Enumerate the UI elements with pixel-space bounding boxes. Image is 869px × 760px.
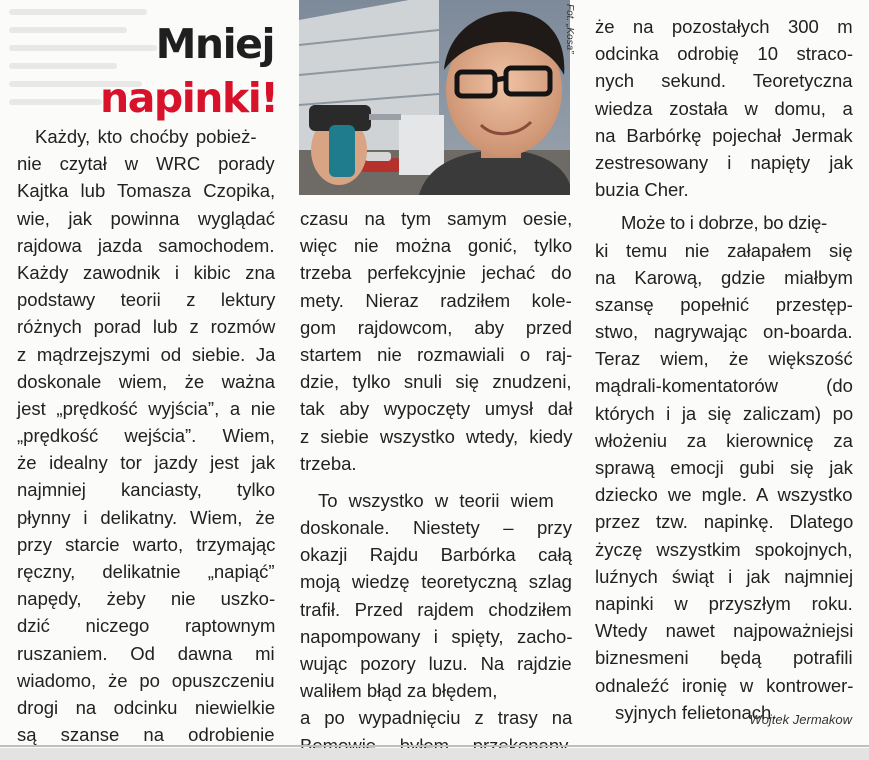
- photo-credit: Fot. „Kosa”: [564, 4, 575, 54]
- text-line: przy starcie warto, trzymając: [17, 533, 276, 555]
- text-line: syjnych felietonach.: [615, 701, 777, 723]
- author-portrait-illustration: [299, 0, 570, 195]
- headline-line-1: Mniej: [155, 20, 274, 68]
- text-line: nych sekund. Teoretyczna: [595, 70, 853, 92]
- text-line: włożeniu za kierownicę za: [595, 429, 853, 451]
- text-line: gom rajdowcom, aby przed: [300, 316, 573, 338]
- text-line: wując pozory luzu. Na rajdzie: [300, 653, 572, 674]
- text-line: Wtedy nawet najpoważniejsi: [595, 620, 854, 642]
- text-line: na Barbórkę pojechał Jermak: [595, 124, 853, 146]
- text-line: dzie, tylko snuli się znudzeni,: [300, 371, 572, 393]
- text-line: To wszystko w teorii wiem: [318, 489, 554, 511]
- text-line: waliłem błąd za błędem,: [300, 680, 498, 702]
- text-line: rajdowa jazda samochodem.: [17, 234, 275, 256]
- text-line: buzia Cher.: [595, 179, 689, 201]
- text-line: moją wiedzę teoretyczną szlag: [300, 571, 572, 593]
- text-line: dziecko we mgle. A wszystko: [595, 484, 853, 506]
- text-line: a po wypadnięciu z trasy na: [300, 707, 573, 729]
- text-column-3: [595, 13, 853, 726]
- text-line: napinki w przyszłym roku.: [595, 592, 853, 614]
- text-line: ruszaniem. Od dawna mi: [17, 642, 275, 664]
- text-line: odcinka odrobię 10 straco-: [595, 43, 854, 65]
- text-line: mety. Nieraz radziłem kole-: [300, 289, 572, 311]
- text-line: więc nie można gonić, tylko: [300, 235, 573, 257]
- text-line: Kajtka lub Tomasza Czopika,: [17, 180, 276, 202]
- text-line: trzeba.: [300, 452, 357, 474]
- headline-line-2: napinki!: [100, 74, 278, 122]
- text-column-1: [17, 123, 275, 748]
- text-line: doskonale. Niestety – przy: [300, 517, 572, 539]
- text-line: z siebie wszystko wtedy, kiedy: [300, 425, 573, 447]
- text-line: są szanse na odrobienie: [17, 724, 275, 746]
- text-line: wiadomo, że po opuszczeniu: [17, 669, 275, 691]
- text-line: wiedza została w domu, a: [595, 97, 853, 119]
- text-line: że idealny tor jazdy jest jak: [17, 452, 276, 474]
- text-line: życzę wszystkim spokojnych,: [595, 538, 853, 560]
- text-line: doskonale wiem, że ważna: [17, 370, 276, 392]
- text-line: szansę popełnić przestęp-: [595, 293, 853, 315]
- bottom-divider: [0, 745, 869, 747]
- text-line: startem nie rozmawiali o raj-: [300, 343, 573, 365]
- author-signature: Wojtek Jermakow: [749, 712, 852, 727]
- text-line: „prędkość wejścia”. Wiem,: [17, 425, 275, 447]
- text-line: jest „prędkość wyjścia”, a nie: [17, 397, 276, 419]
- text-line: trzeba perfekcyjnie jechać do: [300, 262, 572, 284]
- text-line: odnaleźć ironię w kontrower-: [595, 674, 854, 696]
- text-line: tak aby wypoczęty umysł dał: [300, 398, 573, 420]
- text-line: przez tzw. napinkę. Dlatego: [595, 511, 854, 533]
- text-line: wie, jak powinna wyglądać: [17, 207, 276, 229]
- text-line: drogi na odcinku niewielkie: [17, 696, 276, 718]
- text-column-2: [300, 205, 572, 759]
- text-line: na Karową, gdzie miałbym: [595, 266, 853, 288]
- text-line: trafił. Przed rajdem chodziłem: [300, 598, 572, 620]
- text-line: podstawy teorii z lektury: [17, 289, 276, 311]
- text-line: Każdy, kto choćby pobież-: [35, 126, 257, 147]
- text-line: czasu na tym samym oesie,: [300, 208, 573, 229]
- text-line: sprawą emocji gubi się jak: [595, 457, 853, 478]
- paragraph-gap: [300, 477, 572, 487]
- text-line: Teraz wiem, że większość: [595, 348, 853, 370]
- text-line: których i ja się zaliczam) po: [595, 402, 854, 424]
- text-line: płynny i delikatny. Wiem, że: [17, 506, 275, 528]
- text-line: ręczny, delikatnie „napiąć”: [17, 561, 275, 582]
- text-line: mądrali-komentatorów (do: [595, 375, 853, 397]
- text-line: z mądrzejszymi od siebie. Ja: [17, 343, 276, 365]
- text-line: Może to i dobrze, bo dzię-: [621, 212, 827, 234]
- text-line: zestresowany i napięty jak: [595, 151, 853, 173]
- text-line: najmniej kanciasty, tylko: [17, 479, 276, 501]
- text-line: okazji Rajdu Barbórka całą: [300, 544, 573, 566]
- text-line: że na pozostałych 300 m: [595, 16, 853, 37]
- text-line: biznesmeni będą potrafili: [595, 647, 853, 669]
- text-line: luźnych świąt i jak najmniej: [595, 565, 854, 587]
- text-line: ki temu nie załapałem się: [595, 239, 853, 261]
- text-line: Każdy zawodnik i kibic zna: [17, 261, 276, 283]
- author-photo: [299, 0, 570, 195]
- page-edge: [0, 748, 869, 760]
- text-line: napędy, żeby nie uszko-: [17, 588, 276, 610]
- text-line: napompowany i spięty, zacho-: [300, 625, 573, 647]
- text-line: różnych porad lub z rozmów: [17, 316, 276, 338]
- text-line: nie czytał w WRC porady: [17, 153, 275, 175]
- text-line: dzić niczego raptownym: [17, 615, 276, 637]
- text-line: stwo, nagrywając on-boarda.: [595, 321, 853, 343]
